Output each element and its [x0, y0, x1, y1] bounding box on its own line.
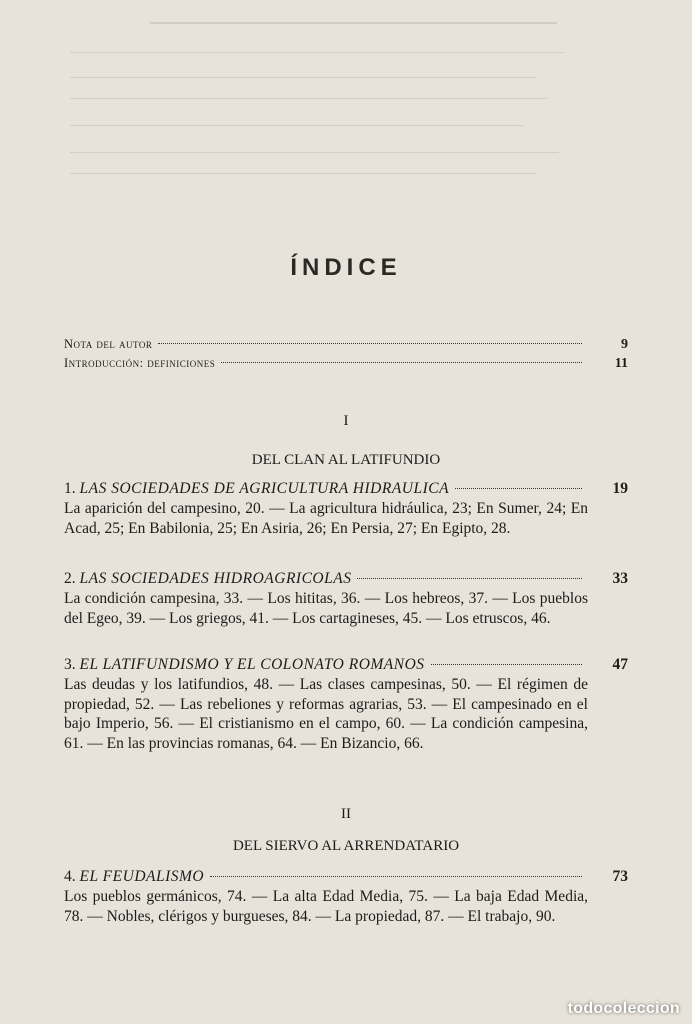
toc-entry-page: 9 [621, 337, 628, 352]
watermark-logo: todocoleccion [567, 1000, 680, 1017]
chapter-number: 3. [64, 656, 76, 673]
chapter-page: 73 [612, 868, 628, 885]
dot-leader [158, 343, 582, 344]
chapter-page: 19 [612, 480, 628, 497]
toc-entry-label: Introducción: definiciones [64, 356, 216, 370]
chapter-title: EL FEUDALISMO [79, 868, 205, 885]
toc-entry-introduction[interactable] [64, 356, 628, 372]
part-title: DEL SIERVO AL ARRENDATARIO [232, 838, 460, 854]
toc-entry-label: Nota del autor [64, 337, 153, 351]
chapter-title: LAS SOCIEDADES DE AGRICULTURA HIDRAULICA [79, 480, 450, 497]
chapter-topics: La condición campesina, 33. — Los hititas, 36. — Los hebreos, 37. — Los pueblos del Egeo, 39. — Los griegos, 41. — Los cartagineses, 45. — Los etruscos, 46. [64, 590, 588, 627]
chapter-number: 2. [64, 570, 76, 587]
dot-leader [357, 578, 582, 579]
chapter-title: EL LATIFUNDISMO Y EL COLONATO ROMANOS [79, 656, 425, 673]
toc-chapter-3[interactable] [64, 656, 628, 753]
part-numeral: I [343, 413, 349, 429]
toc-entry-author-note[interactable] [64, 337, 628, 353]
chapter-topics: Las deudas y los latifundios, 48. — Las clases campesinas, 50. — El régimen de propiedad, 52. — Las rebeliones y reformas agrarias, 53. — El campesinado en el bajo Imperio, 56. — El cristianismo en el campo, 60. — La condición campesina, 61. — En las provincias romanas, 64. — En Bizancio, 66. [64, 676, 588, 752]
part-title: DEL CLAN AL LATIFUNDIO [251, 452, 441, 468]
toc-chapter-1[interactable] [64, 480, 628, 538]
part-numeral: II [341, 806, 351, 822]
chapter-topics: Los pueblos germánicos, 74. — La alta Edad Media, 75. — La baja Edad Media, 78. — Nobles, clérigos y burgueses, 84. — La propiedad, 87. — El trabajo, 90. [64, 888, 588, 925]
chapter-page: 33 [612, 570, 628, 587]
toc-entry-page: 11 [614, 356, 628, 371]
toc-chapter-4[interactable] [64, 868, 628, 926]
chapter-topics: La aparición del campesino, 20. — La agricultura hidráulica, 23; En Sumer, 24; En Acad, 25; En Babilonia, 25; En Asiria, 26; En Persia, 27; En Egipto, 28. [64, 500, 588, 537]
chapter-number: 1. [64, 480, 76, 497]
toc-chapter-2[interactable] [64, 570, 628, 628]
chapter-page: 47 [612, 656, 628, 673]
dot-leader [210, 876, 582, 877]
dot-leader [221, 362, 582, 363]
page-title: ÍNDICE [290, 254, 402, 281]
dot-leader [431, 664, 582, 665]
dot-leader [455, 488, 582, 489]
chapter-title: LAS SOCIEDADES HIDROAGRICOLAS [79, 570, 352, 587]
chapter-number: 4. [64, 868, 76, 885]
